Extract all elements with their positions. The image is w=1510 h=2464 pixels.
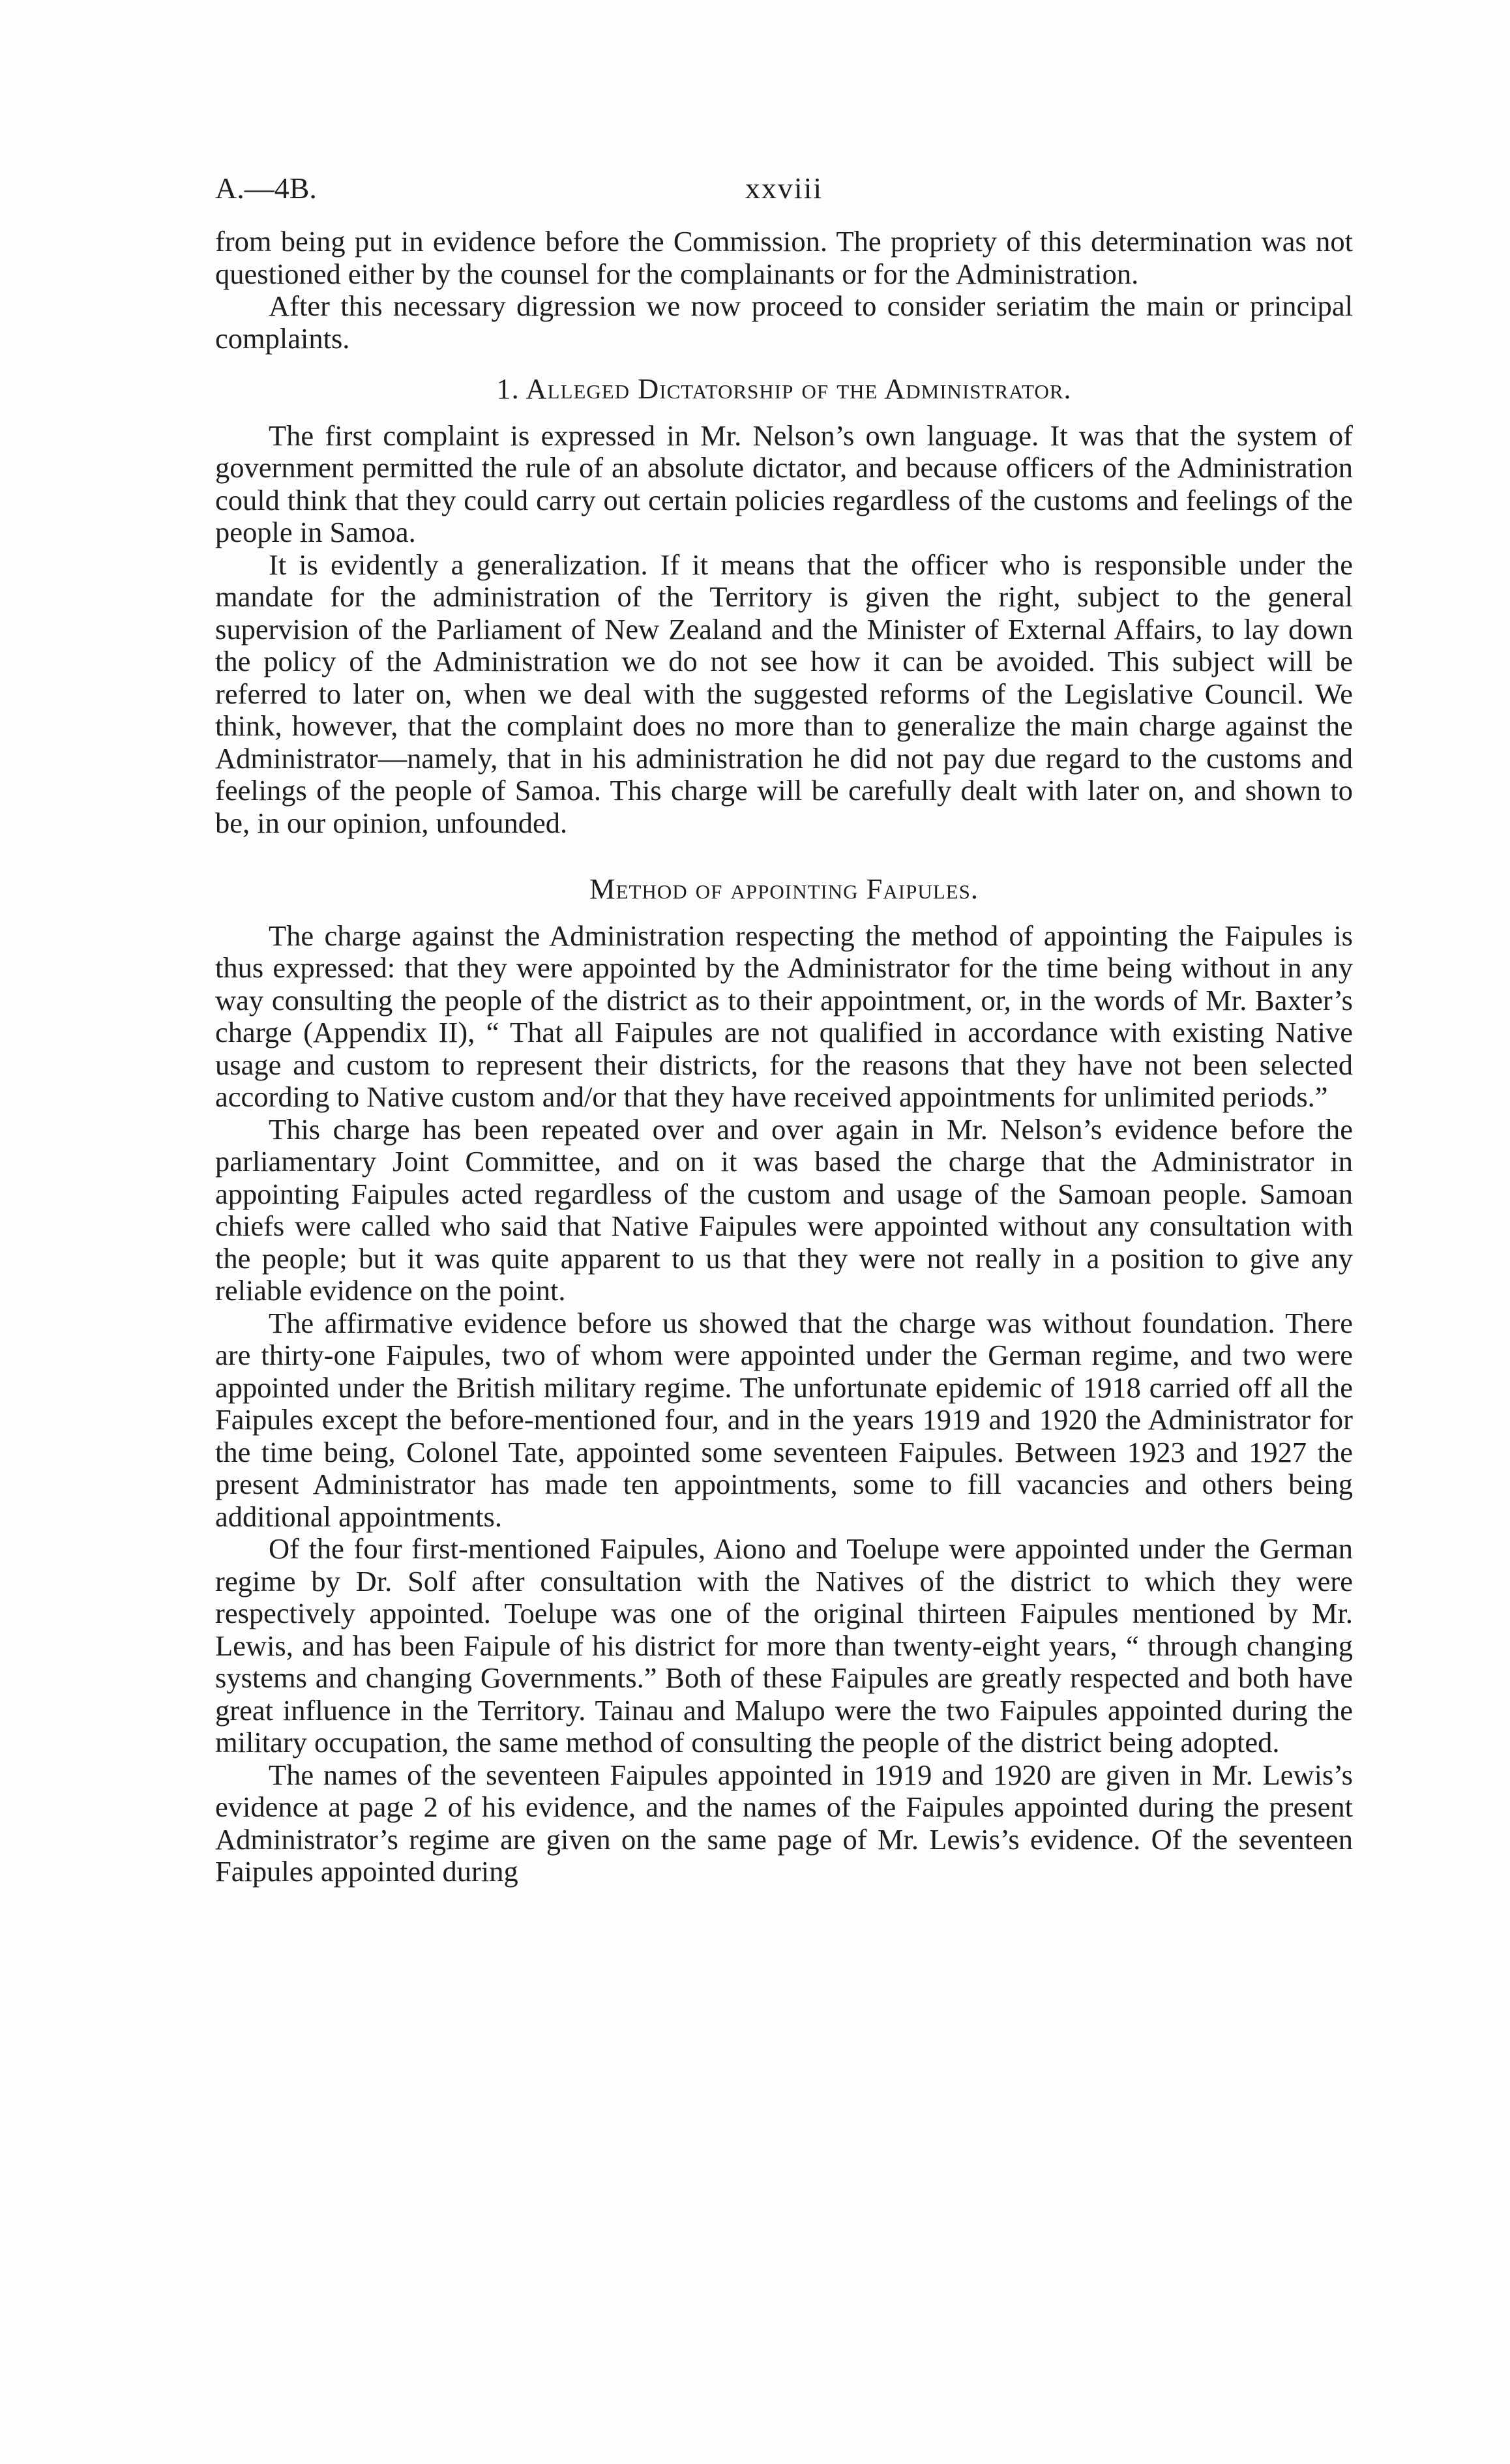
paragraph: This charge has been repeated over and over again in Mr. Nelson’s evidence before the parliamentary Joint Committee, and on it was based the charge that the Administrator in appointing Faipules acted regardless of the custom and usage of the Samoan people. Samoan chiefs were called who said that Native Faipules were appointed without any consultation with the people; but it was quite apparent to us that they were not really in a position to give any reliable evidence on the point. <box>215 1112 1353 1307</box>
section-heading-faipules: Method of appointing Faipules. <box>589 872 979 905</box>
page-header <box>215 171 1353 216</box>
paragraph: The names of the seventeen Faipules appointed in 1919 and 1920 are given in Mr. Lewis’s evidence at page 2 of his evidence, and the names of the Faipules appointed during the present Administrator’s regime are given on the same page of Mr. Lewis’s evidence. Of the seventeen Faipules appointed during <box>215 1758 1353 1888</box>
paragraph: The first complaint is expressed in Mr. Nelson’s own language. It was that the system of government permitted the rule of an absolute dictator, and because officers of the Administration could think that they could carry out certain policies regardless of the customs and feelings of the people in Samoa. <box>215 419 1353 548</box>
document-reference: A.—4B. <box>215 171 317 205</box>
body-text <box>215 226 1353 1888</box>
page-number: xxviii <box>745 171 823 205</box>
paragraph: Of the four first-mentioned Faipules, Aiono and Toelupe were appointed under the German regime by Dr. Solf after consultation with the Natives of the district to which they were respectively appointed. Toelupe was one of the original thirteen Faipules mentioned by Mr. Lewis, and has been Faipule of his district for more than twenty-eight years, “ through changing systems and changing Governments.” Both of these Faipules are greatly respected and both have great influence in the Territory. Tainau and Malupo were the two Faipules appointed during the military occupation, the same method of consulting the people of the district being adopted. <box>215 1532 1353 1759</box>
paragraph-continuation: from being put in evidence before the Commission. The propriety of this determination was not questioned either by the counsel for the complainants or for the Administration. <box>215 225 1353 290</box>
paragraph: It is evidently a generalization. If it means that the officer who is responsible under the mandate for the administration of the Territory is given the right, subject to the general supervision of the Parliament of New Zealand and the Minister of External Affairs, to lay down the policy of the Administration we do not see how it can be avoided. This subject will be referred to later on, when we deal with the suggested reforms of the Legislative Council. We think, however, that the complaint does no more than to generalize the main charge against the Administrator—namely, that in his administration he did not pay due regard to the customs and feelings of the people of Samoa. This charge will be carefully dealt with later on, and shown to be, in our opinion, unfounded. <box>215 548 1353 839</box>
paragraph: After this necessary digression we now proceed to consider seriatim the main or principal complaints. <box>215 289 1353 355</box>
paragraph: The charge against the Administration respecting the method of appointing the Faipules is thus expressed: that they were appointed by the Administrator for the time being without in any way consulting the people of the district as to their appointment, or, in the words of Mr. Baxter’s charge (Appendix II), “ That all Faipules are not qualified in accordance with existing Native usage and custom to represent their districts, for the reasons that they have not been selected according to Native custom and/or that they have received appointments for unlimited periods.” <box>215 919 1353 1113</box>
paragraph: The affirmative evidence before us showed that the charge was without foundation. There are thirty-one Faipules, two of whom were appointed under the German regime, and two were appointed under the British military regime. The unfortunate epidemic of 1918 carried off all the Faipules except the before-mentioned four, and in the years 1919 and 1920 the Administrator for the time being, Colonel Tate, appointed some seventeen Faipules. Between 1923 and 1927 the present Administrator has made ten appointments, some to fill vacancies and others being additional appointments. <box>215 1306 1353 1533</box>
section-heading-dictatorship: 1. Alleged Dictatorship of the Administrator. <box>496 372 1072 405</box>
